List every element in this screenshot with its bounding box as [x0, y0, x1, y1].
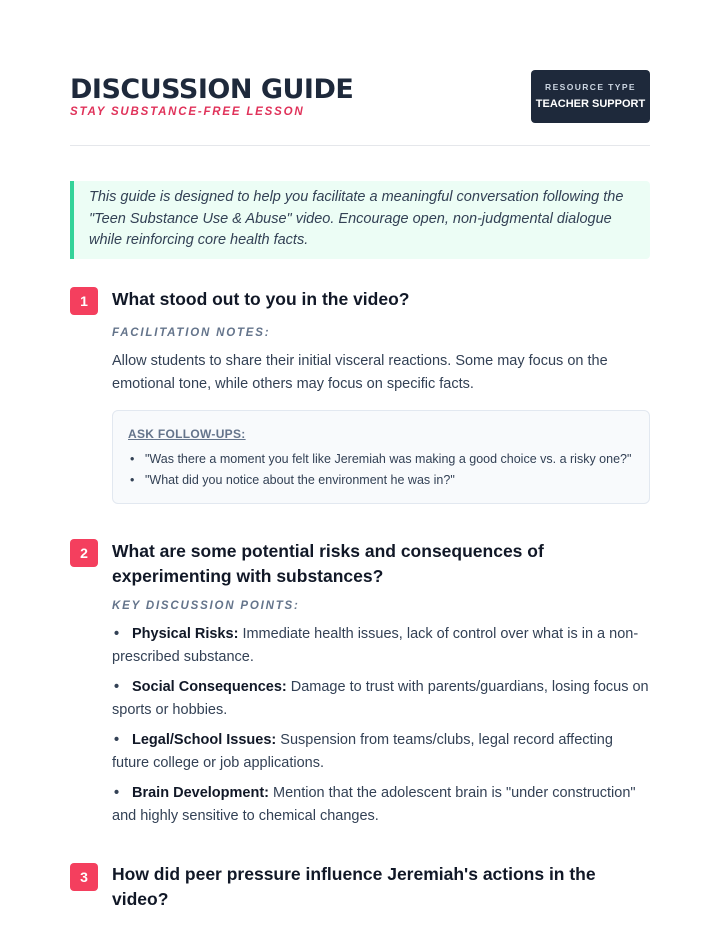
key-point-text: Mention that the adolescent brain is "under construction" and highly sensitive to chemical changes.: [112, 785, 636, 824]
bullet-icon: •: [114, 679, 120, 695]
key-point-item: [112, 729, 652, 775]
resource-type-badge: [531, 70, 650, 123]
key-points-list: [112, 623, 652, 835]
key-point-item: [112, 676, 652, 722]
key-point-text: Damage to trust with parents/guardians, losing focus on sports or hobbies.: [112, 679, 649, 718]
facilitation-notes-text: Allow students to share their initial visceral reactions. Some may focus on the emotional tone, while others may focus on specific facts.: [112, 353, 608, 392]
key-point-item: [112, 623, 652, 669]
bullet-icon: •: [114, 785, 120, 801]
page-title: DISCUSSION GUIDE: [70, 74, 354, 105]
key-point-term: Brain Development:: [132, 785, 269, 801]
key-points-label: KEY DISCUSSION POINTS:: [112, 600, 300, 612]
intro-callout: [70, 181, 650, 259]
page-subtitle: STAY SUBSTANCE-FREE LESSON: [70, 106, 305, 118]
question-number-badge: 2: [70, 539, 98, 567]
followups-box: [112, 410, 650, 504]
facilitation-notes-label: FACILITATION NOTES:: [112, 327, 271, 339]
page-header: [70, 70, 650, 146]
key-point-term: Physical Risks:: [132, 626, 239, 642]
followups-list: [128, 449, 634, 491]
bullet-icon: •: [114, 626, 120, 642]
question-number-badge: 3: [70, 863, 98, 891]
key-point-text: Immediate health issues, lack of control over what is in a non-prescribed substance.: [112, 626, 639, 665]
key-point-term: Social Consequences:: [132, 679, 287, 695]
key-point-term: Legal/School Issues:: [132, 732, 277, 748]
question-number-badge: 1: [70, 287, 98, 315]
question-title: What stood out to you in the video?: [112, 289, 410, 309]
question-title: How did peer pressure influence Jeremiah's actions in the video?: [112, 864, 596, 909]
question-title: What are some potential risks and consequences of experimenting with substances?: [112, 541, 544, 586]
followup-item: • "What did you notice about the environment he was in?": [128, 470, 634, 491]
key-point-text: Suspension from teams/clubs, legal record affecting future college or job applications.: [112, 732, 613, 771]
followups-label: ASK FOLLOW-UPS:: [128, 427, 246, 441]
key-point-item: [112, 782, 652, 828]
badge-label: RESOURCE TYPE: [545, 82, 636, 92]
badge-value: TEACHER SUPPORT: [535, 98, 646, 110]
followup-item: • "Was there a moment you felt like Jeremiah was making a good choice vs. a risky one?": [128, 449, 634, 470]
bullet-icon: •: [114, 732, 120, 748]
intro-text: This guide is designed to help you facilitate a meaningful conversation following the "Teen Substance Use & Abuse" video. Encourage open, non-judgmental dialogue while reinforcing core health facts.: [89, 189, 624, 248]
